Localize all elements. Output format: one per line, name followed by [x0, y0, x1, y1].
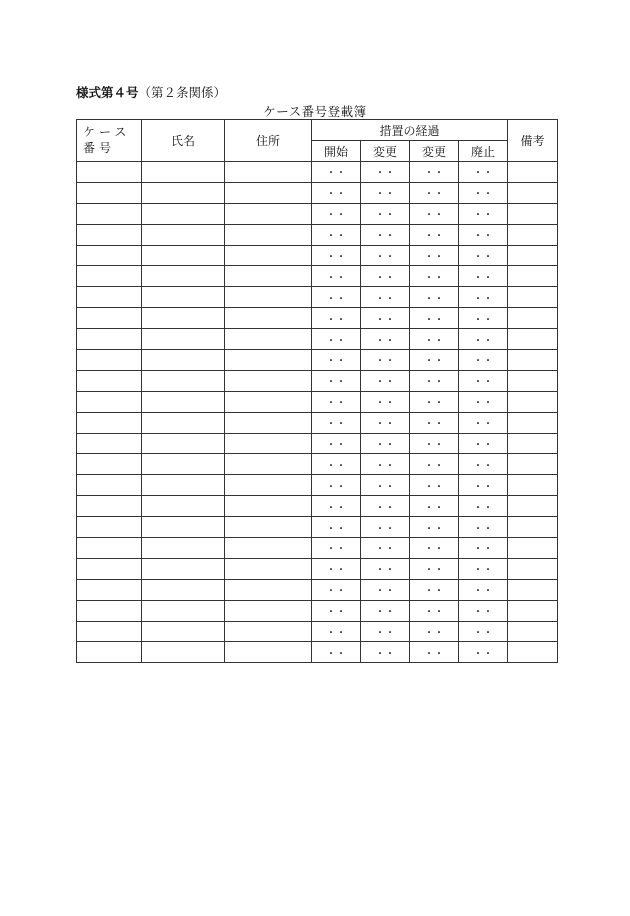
cell-case-number[interactable]	[77, 454, 142, 475]
cell-remarks[interactable]	[508, 600, 558, 621]
cell-remarks[interactable]	[508, 350, 558, 371]
cell-case-number[interactable]	[77, 203, 142, 224]
table-row	[77, 433, 558, 454]
cell-name[interactable]	[142, 496, 225, 517]
cell-change-date-1[interactable]: ・・	[361, 454, 410, 475]
cell-start-date[interactable]: ・・	[312, 433, 361, 454]
cell-start-date[interactable]: ・・	[312, 642, 361, 663]
cell-remarks[interactable]	[508, 621, 558, 642]
cell-start-date[interactable]: ・・	[312, 182, 361, 203]
table-row	[77, 329, 558, 350]
cell-abolition-date[interactable]: ・・	[459, 579, 508, 600]
cell-change-date-2[interactable]: ・・	[410, 454, 459, 475]
cell-change-date-2[interactable]: ・・	[410, 182, 459, 203]
cell-change-date-1[interactable]: ・・	[361, 475, 410, 496]
cell-name[interactable]	[142, 579, 225, 600]
cell-abolition-date[interactable]: ・・	[459, 245, 508, 266]
cell-abolition-date[interactable]: ・・	[459, 642, 508, 663]
table-row	[77, 182, 558, 203]
cell-start-date[interactable]: ・・	[312, 266, 361, 287]
cell-remarks[interactable]	[508, 579, 558, 600]
cell-remarks[interactable]	[508, 412, 558, 433]
header-name: 氏名	[142, 120, 225, 162]
cell-abolition-date[interactable]: ・・	[459, 496, 508, 517]
cell-case-number[interactable]	[77, 558, 142, 579]
cell-change-date-2[interactable]: ・・	[410, 600, 459, 621]
cell-change-date-2[interactable]: ・・	[410, 287, 459, 308]
cell-remarks[interactable]	[508, 370, 558, 391]
cell-remarks[interactable]	[508, 329, 558, 350]
cell-address[interactable]	[225, 329, 312, 350]
cell-change-date-2[interactable]: ・・	[410, 475, 459, 496]
header-start: 開始	[312, 141, 361, 162]
cell-name[interactable]	[142, 245, 225, 266]
form-number: 様式第４号	[76, 85, 139, 100]
cell-name[interactable]	[142, 621, 225, 642]
cell-remarks[interactable]	[508, 433, 558, 454]
cell-change-date-2[interactable]: ・・	[410, 162, 459, 183]
cell-case-number[interactable]	[77, 162, 142, 183]
cell-change-date-2[interactable]: ・・	[410, 203, 459, 224]
cell-name[interactable]	[142, 454, 225, 475]
cell-address[interactable]	[225, 391, 312, 412]
cell-abolition-date[interactable]: ・・	[459, 475, 508, 496]
cell-change-date-1[interactable]: ・・	[361, 203, 410, 224]
cell-name[interactable]	[142, 350, 225, 371]
cell-start-date[interactable]: ・・	[312, 538, 361, 559]
cell-remarks[interactable]	[508, 308, 558, 329]
header-remarks: 備考	[508, 120, 558, 162]
table-row	[77, 496, 558, 517]
cell-start-date[interactable]: ・・	[312, 329, 361, 350]
cell-change-date-2[interactable]: ・・	[410, 412, 459, 433]
cell-change-date-1[interactable]: ・・	[361, 350, 410, 371]
cell-case-number[interactable]	[77, 350, 142, 371]
cell-remarks[interactable]	[508, 391, 558, 412]
cell-change-date-1[interactable]: ・・	[361, 224, 410, 245]
cell-change-date-1[interactable]: ・・	[361, 579, 410, 600]
cell-case-number[interactable]	[77, 579, 142, 600]
cell-start-date[interactable]: ・・	[312, 224, 361, 245]
cell-address[interactable]	[225, 538, 312, 559]
cell-remarks[interactable]	[508, 475, 558, 496]
cell-name[interactable]	[142, 266, 225, 287]
cell-change-date-2[interactable]: ・・	[410, 433, 459, 454]
cell-start-date[interactable]: ・・	[312, 621, 361, 642]
table-row	[77, 475, 558, 496]
cell-change-date-2[interactable]: ・・	[410, 496, 459, 517]
cell-abolition-date[interactable]: ・・	[459, 162, 508, 183]
cell-change-date-1[interactable]: ・・	[361, 162, 410, 183]
cell-address[interactable]	[225, 600, 312, 621]
table-row	[77, 287, 558, 308]
cell-start-date[interactable]: ・・	[312, 162, 361, 183]
cell-change-date-2[interactable]: ・・	[410, 245, 459, 266]
cell-address[interactable]	[225, 621, 312, 642]
cell-start-date[interactable]: ・・	[312, 454, 361, 475]
cell-abolition-date[interactable]: ・・	[459, 350, 508, 371]
cell-change-date-2[interactable]: ・・	[410, 579, 459, 600]
cell-change-date-1[interactable]: ・・	[361, 287, 410, 308]
cell-case-number[interactable]	[77, 224, 142, 245]
cell-abolition-date[interactable]: ・・	[459, 412, 508, 433]
cell-start-date[interactable]: ・・	[312, 412, 361, 433]
cell-remarks[interactable]	[508, 517, 558, 538]
cell-change-date-1[interactable]: ・・	[361, 266, 410, 287]
cell-name[interactable]	[142, 308, 225, 329]
cell-address[interactable]	[225, 203, 312, 224]
cell-address[interactable]	[225, 454, 312, 475]
cell-change-date-1[interactable]: ・・	[361, 558, 410, 579]
cell-change-date-2[interactable]: ・・	[410, 558, 459, 579]
cell-start-date[interactable]: ・・	[312, 203, 361, 224]
cell-change-date-2[interactable]: ・・	[410, 621, 459, 642]
cell-remarks[interactable]	[508, 642, 558, 663]
header-abolition: 廃止	[459, 141, 508, 162]
cell-address[interactable]	[225, 287, 312, 308]
cell-remarks[interactable]	[508, 454, 558, 475]
register-body	[77, 162, 558, 663]
cell-name[interactable]	[142, 224, 225, 245]
table-row	[77, 558, 558, 579]
cell-address[interactable]	[225, 433, 312, 454]
table-row	[77, 600, 558, 621]
cell-abolition-date[interactable]: ・・	[459, 370, 508, 391]
cell-case-number[interactable]	[77, 517, 142, 538]
cell-remarks[interactable]	[508, 162, 558, 183]
cell-start-date[interactable]: ・・	[312, 600, 361, 621]
table-row	[77, 245, 558, 266]
cell-abolition-date[interactable]: ・・	[459, 621, 508, 642]
cell-case-number[interactable]	[77, 370, 142, 391]
cell-change-date-1[interactable]: ・・	[361, 308, 410, 329]
cell-name[interactable]	[142, 600, 225, 621]
cell-name[interactable]	[142, 558, 225, 579]
cell-change-date-1[interactable]: ・・	[361, 600, 410, 621]
cell-case-number[interactable]	[77, 600, 142, 621]
table-row	[77, 370, 558, 391]
cell-start-date[interactable]: ・・	[312, 496, 361, 517]
cell-case-number[interactable]	[77, 266, 142, 287]
cell-change-date-1[interactable]: ・・	[361, 182, 410, 203]
cell-address[interactable]	[225, 350, 312, 371]
cell-case-number[interactable]	[77, 621, 142, 642]
cell-name[interactable]	[142, 642, 225, 663]
header-address: 住所	[225, 120, 312, 162]
cell-remarks[interactable]	[508, 224, 558, 245]
cell-change-date-1[interactable]: ・・	[361, 391, 410, 412]
cell-address[interactable]	[225, 496, 312, 517]
cell-abolition-date[interactable]: ・・	[459, 308, 508, 329]
cell-address[interactable]	[225, 558, 312, 579]
table-row	[77, 350, 558, 371]
cell-case-number[interactable]	[77, 287, 142, 308]
cell-change-date-1[interactable]: ・・	[361, 370, 410, 391]
cell-case-number[interactable]	[77, 182, 142, 203]
form-relation: （第２条関係）	[138, 85, 227, 100]
cell-abolition-date[interactable]: ・・	[459, 454, 508, 475]
table-row	[77, 224, 558, 245]
cell-name[interactable]	[142, 433, 225, 454]
cell-case-number[interactable]	[77, 391, 142, 412]
case-register-table	[76, 119, 558, 663]
cell-address[interactable]	[225, 579, 312, 600]
cell-change-date-2[interactable]: ・・	[410, 329, 459, 350]
cell-start-date[interactable]: ・・	[312, 475, 361, 496]
cell-address[interactable]	[225, 412, 312, 433]
cell-change-date-2[interactable]: ・・	[410, 350, 459, 371]
cell-change-date-1[interactable]: ・・	[361, 642, 410, 663]
cell-change-date-1[interactable]: ・・	[361, 245, 410, 266]
cell-address[interactable]	[225, 266, 312, 287]
cell-case-number[interactable]	[77, 642, 142, 663]
cell-abolition-date[interactable]: ・・	[459, 538, 508, 559]
cell-address[interactable]	[225, 245, 312, 266]
cell-start-date[interactable]: ・・	[312, 370, 361, 391]
cell-remarks[interactable]	[508, 558, 558, 579]
cell-abolition-date[interactable]: ・・	[459, 203, 508, 224]
cell-name[interactable]	[142, 287, 225, 308]
cell-change-date-2[interactable]: ・・	[410, 308, 459, 329]
cell-name[interactable]	[142, 475, 225, 496]
cell-abolition-date[interactable]: ・・	[459, 224, 508, 245]
cell-name[interactable]	[142, 391, 225, 412]
cell-abolition-date[interactable]: ・・	[459, 600, 508, 621]
cell-abolition-date[interactable]: ・・	[459, 287, 508, 308]
cell-change-date-2[interactable]: ・・	[410, 224, 459, 245]
table-row	[77, 391, 558, 412]
cell-name[interactable]	[142, 182, 225, 203]
cell-start-date[interactable]: ・・	[312, 517, 361, 538]
cell-address[interactable]	[225, 224, 312, 245]
cell-change-date-1[interactable]: ・・	[361, 433, 410, 454]
cell-address[interactable]	[225, 642, 312, 663]
cell-abolition-date[interactable]: ・・	[459, 558, 508, 579]
cell-start-date[interactable]: ・・	[312, 245, 361, 266]
cell-change-date-2[interactable]: ・・	[410, 266, 459, 287]
table-row	[77, 621, 558, 642]
cell-name[interactable]	[142, 162, 225, 183]
cell-change-date-2[interactable]: ・・	[410, 391, 459, 412]
table-row	[77, 162, 558, 183]
cell-change-date-2[interactable]: ・・	[410, 642, 459, 663]
cell-name[interactable]	[142, 203, 225, 224]
cell-address[interactable]	[225, 517, 312, 538]
cell-abolition-date[interactable]: ・・	[459, 329, 508, 350]
cell-remarks[interactable]	[508, 287, 558, 308]
table-row	[77, 538, 558, 559]
cell-start-date[interactable]: ・・	[312, 350, 361, 371]
cell-abolition-date[interactable]: ・・	[459, 182, 508, 203]
cell-abolition-date[interactable]: ・・	[459, 391, 508, 412]
cell-address[interactable]	[225, 475, 312, 496]
cell-remarks[interactable]	[508, 245, 558, 266]
header-change-1: 変更	[361, 141, 410, 162]
cell-case-number[interactable]	[77, 245, 142, 266]
cell-start-date[interactable]: ・・	[312, 391, 361, 412]
cell-start-date[interactable]: ・・	[312, 579, 361, 600]
cell-abolition-date[interactable]: ・・	[459, 266, 508, 287]
cell-name[interactable]	[142, 329, 225, 350]
cell-change-date-1[interactable]: ・・	[361, 412, 410, 433]
cell-abolition-date[interactable]: ・・	[459, 517, 508, 538]
table-row	[77, 412, 558, 433]
cell-case-number[interactable]	[77, 329, 142, 350]
cell-change-date-2[interactable]: ・・	[410, 517, 459, 538]
table-row	[77, 266, 558, 287]
cell-name[interactable]	[142, 370, 225, 391]
cell-start-date[interactable]: ・・	[312, 558, 361, 579]
cell-case-number[interactable]	[77, 433, 142, 454]
table-row	[77, 454, 558, 475]
cell-remarks[interactable]	[508, 266, 558, 287]
form-header	[76, 83, 226, 101]
cell-name[interactable]	[142, 412, 225, 433]
cell-change-date-2[interactable]: ・・	[410, 538, 459, 559]
cell-start-date[interactable]: ・・	[312, 287, 361, 308]
cell-case-number[interactable]	[77, 475, 142, 496]
cell-abolition-date[interactable]: ・・	[459, 433, 508, 454]
cell-change-date-2[interactable]: ・・	[410, 370, 459, 391]
table-row	[77, 203, 558, 224]
cell-name[interactable]	[142, 538, 225, 559]
table-row	[77, 579, 558, 600]
header-case-number: ケース番号	[77, 120, 142, 162]
table-row	[77, 642, 558, 663]
cell-address[interactable]	[225, 370, 312, 391]
document-title: ケース番号登載簿	[263, 104, 367, 119]
cell-change-date-1[interactable]: ・・	[361, 517, 410, 538]
header-measures-progress: 措置の経過	[312, 120, 508, 141]
table-row	[77, 308, 558, 329]
cell-address[interactable]	[225, 162, 312, 183]
cell-remarks[interactable]	[508, 496, 558, 517]
table-row	[77, 517, 558, 538]
cell-change-date-1[interactable]: ・・	[361, 621, 410, 642]
cell-remarks[interactable]	[508, 538, 558, 559]
cell-case-number[interactable]	[77, 308, 142, 329]
cell-change-date-1[interactable]: ・・	[361, 496, 410, 517]
cell-name[interactable]	[142, 517, 225, 538]
header-change-2: 変更	[410, 141, 459, 162]
cell-start-date[interactable]: ・・	[312, 308, 361, 329]
cell-case-number[interactable]	[77, 496, 142, 517]
cell-remarks[interactable]	[508, 203, 558, 224]
cell-change-date-1[interactable]: ・・	[361, 538, 410, 559]
cell-address[interactable]	[225, 182, 312, 203]
cell-remarks[interactable]	[508, 182, 558, 203]
cell-address[interactable]	[225, 308, 312, 329]
cell-change-date-1[interactable]: ・・	[361, 329, 410, 350]
cell-case-number[interactable]	[77, 538, 142, 559]
cell-case-number[interactable]	[77, 412, 142, 433]
